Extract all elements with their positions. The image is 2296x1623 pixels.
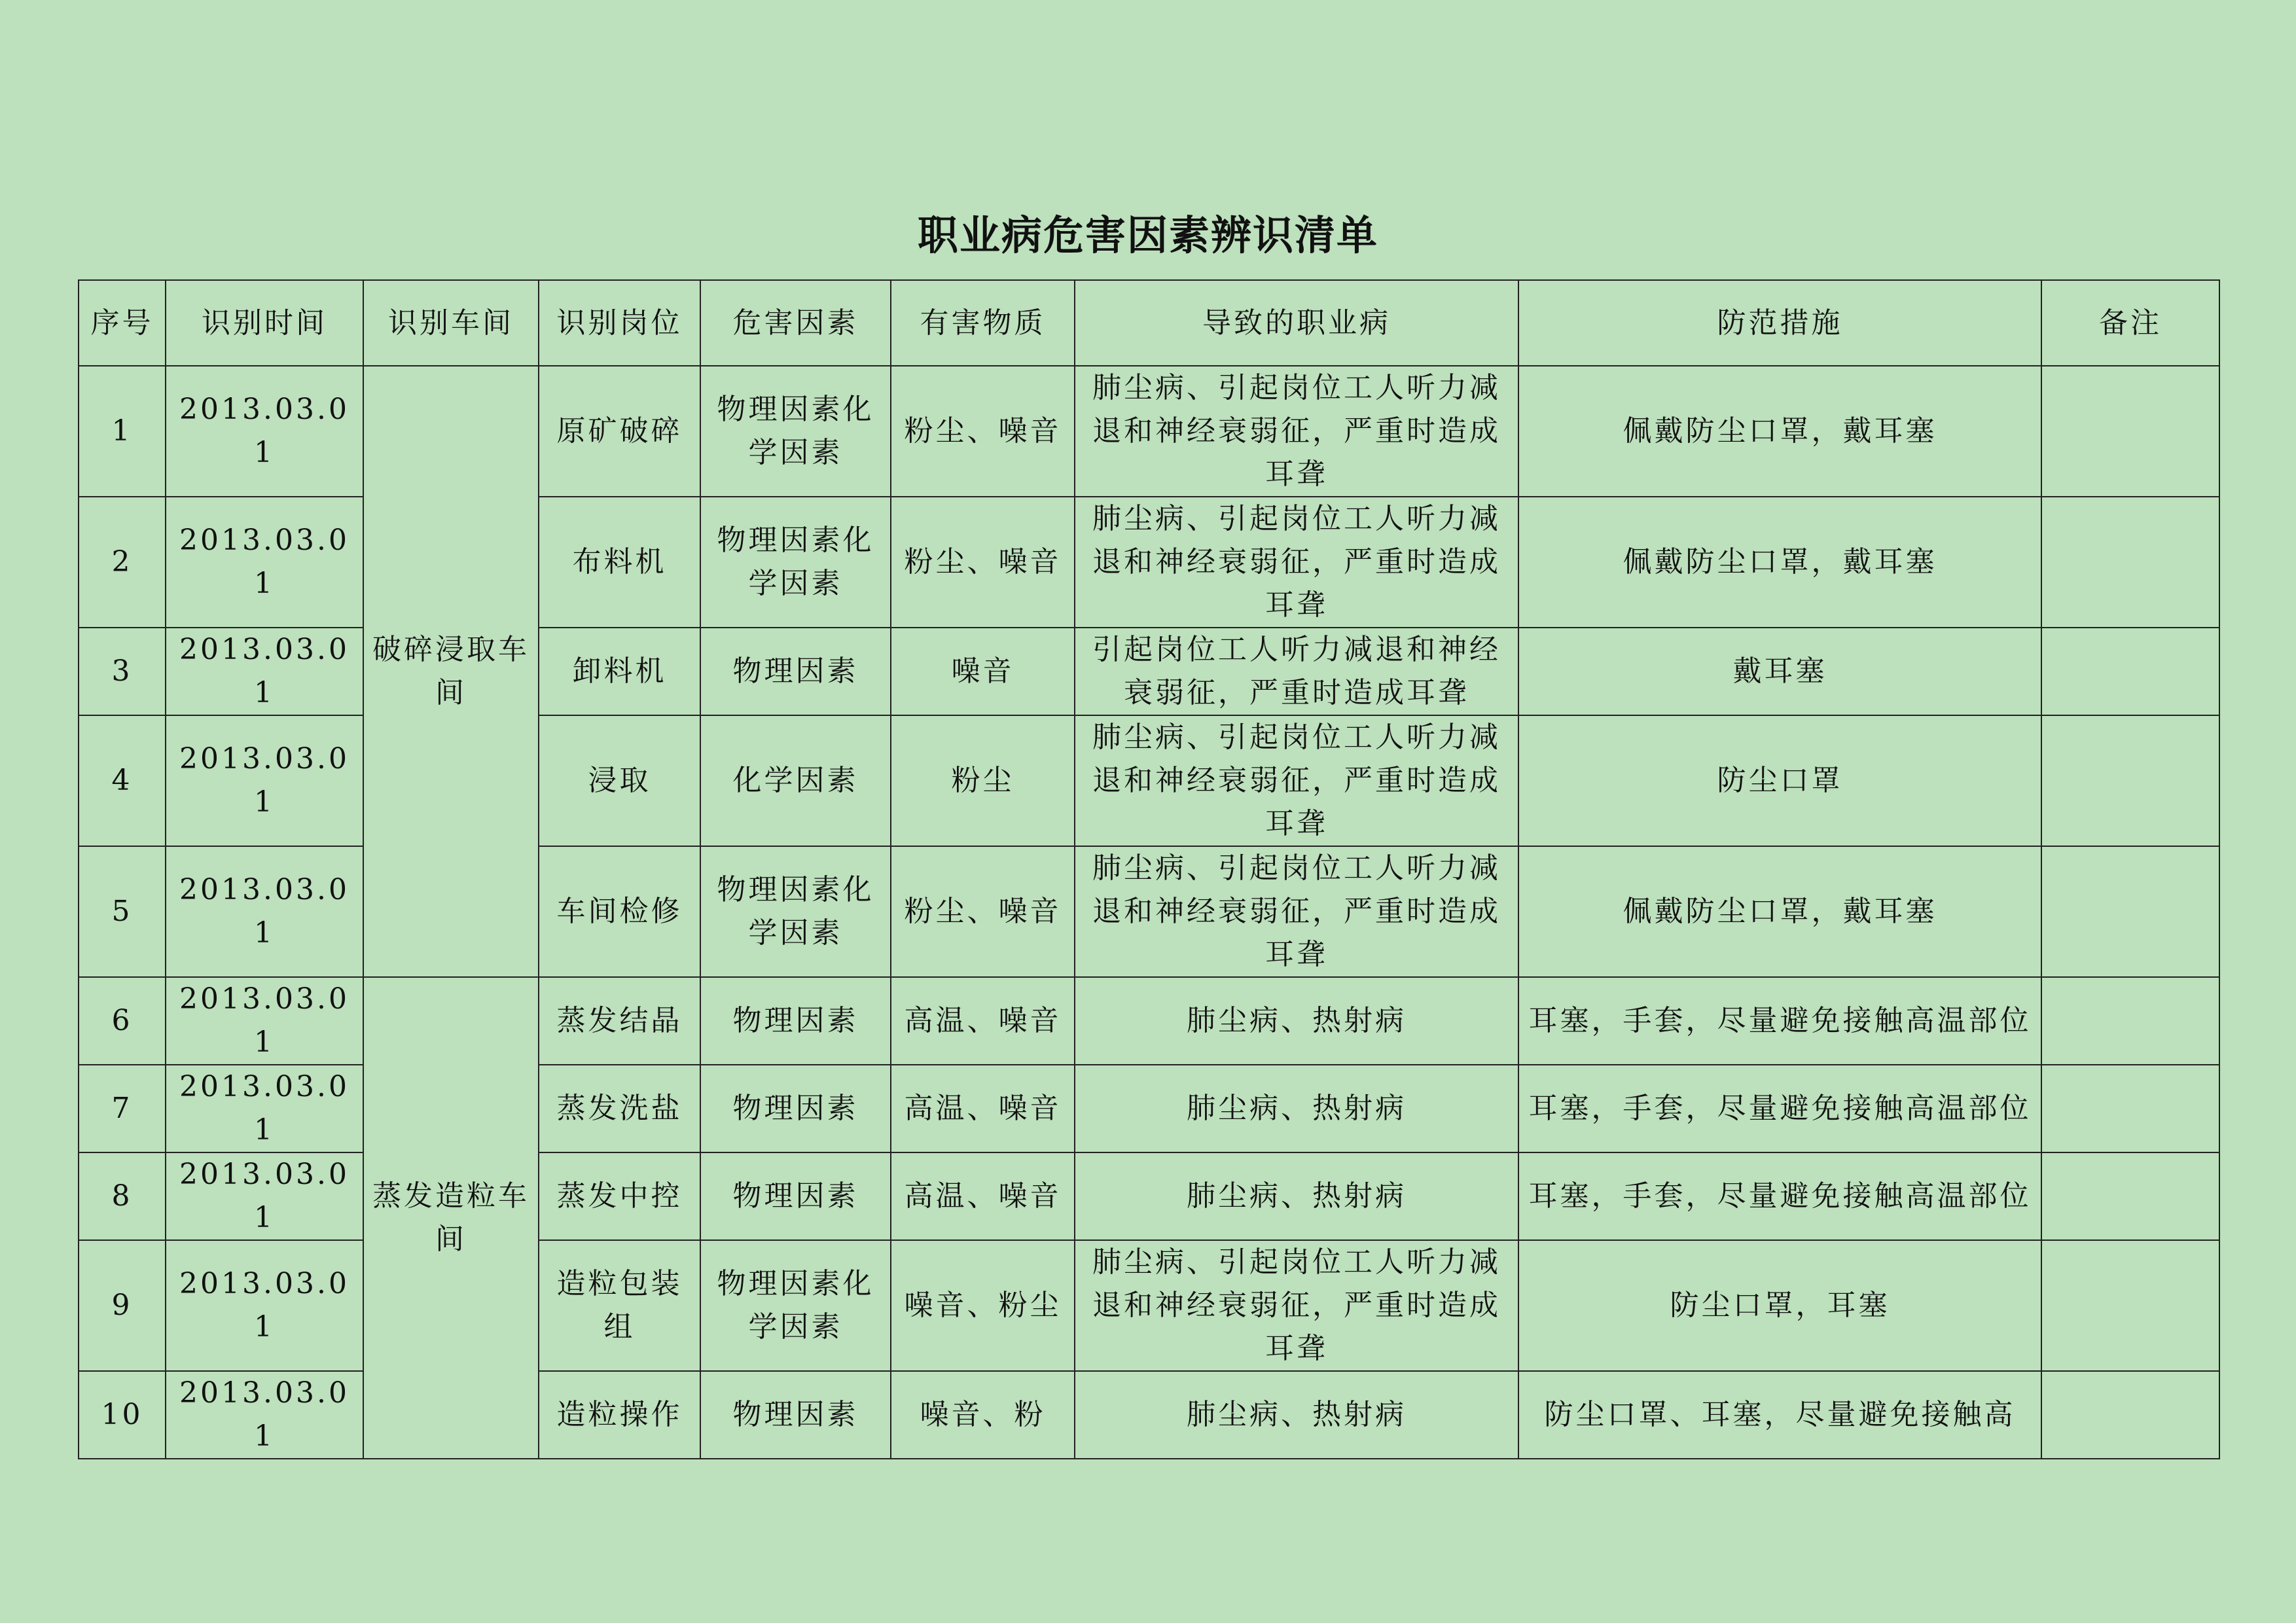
cell-factor: 物理因素 <box>700 1065 891 1152</box>
hazard-table <box>78 279 2220 1459</box>
header-measure: 防范措施 <box>1518 280 2041 366</box>
cell-disease: 肺尘病、引起岗位工人听力减退和神经衰弱征，严重时造成耳聋 <box>1075 366 1518 497</box>
cell-post: 造粒包装组 <box>539 1240 700 1371</box>
cell-post: 浸取 <box>539 715 700 846</box>
header-substance: 有害物质 <box>891 280 1075 366</box>
cell-substance: 高温、噪音 <box>891 1152 1075 1240</box>
cell-disease: 肺尘病、热射病 <box>1075 1065 1518 1152</box>
cell-disease: 肺尘病、引起岗位工人听力减退和神经衰弱征，严重时造成耳聋 <box>1075 715 1518 846</box>
cell-factor: 化学因素 <box>700 715 891 846</box>
cell-measure: 耳塞，手套，尽量避免接触高温部位 <box>1518 977 2041 1065</box>
cell-substance: 粉尘 <box>891 715 1075 846</box>
table-row <box>79 977 2219 1065</box>
cell-date: 2013.03.01 <box>166 977 363 1065</box>
cell-substance: 噪音、粉尘 <box>891 1240 1075 1371</box>
cell-substance: 粉尘、噪音 <box>891 846 1075 977</box>
cell-remark <box>2041 1152 2219 1240</box>
cell-remark <box>2041 1240 2219 1371</box>
header-disease: 导致的职业病 <box>1075 280 1518 366</box>
cell-remark <box>2041 366 2219 497</box>
cell-disease: 引起岗位工人听力减退和神经衰弱征，严重时造成耳聋 <box>1075 628 1518 715</box>
table-header-row <box>79 280 2219 366</box>
cell-post: 车间检修 <box>539 846 700 977</box>
cell-date: 2013.03.01 <box>166 715 363 846</box>
cell-post: 布料机 <box>539 497 700 628</box>
cell-seq: 5 <box>79 846 166 977</box>
cell-workshop: 破碎浸取车间 <box>363 366 539 977</box>
cell-measure: 佩戴防尘口罩，戴耳塞 <box>1518 497 2041 628</box>
cell-remark <box>2041 497 2219 628</box>
cell-post: 卸料机 <box>539 628 700 715</box>
cell-factor: 物理因素 <box>700 977 891 1065</box>
cell-seq: 8 <box>79 1152 166 1240</box>
cell-remark <box>2041 715 2219 846</box>
header-date: 识别时间 <box>166 280 363 366</box>
cell-date: 2013.03.01 <box>166 497 363 628</box>
cell-substance: 噪音、粉 <box>891 1371 1075 1459</box>
cell-factor: 物理因素化学因素 <box>700 497 891 628</box>
cell-substance: 粉尘、噪音 <box>891 497 1075 628</box>
cell-factor: 物理因素化学因素 <box>700 1240 891 1371</box>
cell-measure: 佩戴防尘口罩，戴耳塞 <box>1518 846 2041 977</box>
cell-remark <box>2041 1065 2219 1152</box>
cell-measure: 防尘口罩，耳塞 <box>1518 1240 2041 1371</box>
cell-substance: 噪音 <box>891 628 1075 715</box>
cell-date: 2013.03.01 <box>166 846 363 977</box>
cell-measure: 防尘口罩、耳塞，尽量避免接触高 <box>1518 1371 2041 1459</box>
cell-remark <box>2041 628 2219 715</box>
cell-factor: 物理因素 <box>700 1371 891 1459</box>
cell-seq: 3 <box>79 628 166 715</box>
cell-disease: 肺尘病、热射病 <box>1075 977 1518 1065</box>
cell-date: 2013.03.01 <box>166 1152 363 1240</box>
cell-factor: 物理因素化学因素 <box>700 366 891 497</box>
cell-date: 2013.03.01 <box>166 366 363 497</box>
header-seq: 序号 <box>79 280 166 366</box>
cell-date: 2013.03.01 <box>166 1371 363 1459</box>
cell-post: 蒸发洗盐 <box>539 1065 700 1152</box>
cell-seq: 4 <box>79 715 166 846</box>
cell-factor: 物理因素化学因素 <box>700 846 891 977</box>
page-title: 职业病危害因素辨识清单 <box>917 211 1378 259</box>
header-factor: 危害因素 <box>700 280 891 366</box>
cell-seq: 2 <box>79 497 166 628</box>
cell-measure: 防尘口罩 <box>1518 715 2041 846</box>
cell-measure: 戴耳塞 <box>1518 628 2041 715</box>
cell-seq: 7 <box>79 1065 166 1152</box>
cell-date: 2013.03.01 <box>166 1065 363 1152</box>
cell-seq: 6 <box>79 977 166 1065</box>
header-workshop: 识别车间 <box>363 280 539 366</box>
cell-date: 2013.03.01 <box>166 1240 363 1371</box>
cell-measure: 耳塞，手套，尽量避免接触高温部位 <box>1518 1152 2041 1240</box>
cell-disease: 肺尘病、热射病 <box>1075 1152 1518 1240</box>
cell-post: 原矿破碎 <box>539 366 700 497</box>
cell-disease: 肺尘病、热射病 <box>1075 1371 1518 1459</box>
cell-disease: 肺尘病、引起岗位工人听力减退和神经衰弱征，严重时造成耳聋 <box>1075 497 1518 628</box>
cell-seq: 10 <box>79 1371 166 1459</box>
table-row <box>79 366 2219 497</box>
header-remark: 备注 <box>2041 280 2219 366</box>
cell-factor: 物理因素 <box>700 1152 891 1240</box>
cell-disease: 肺尘病、引起岗位工人听力减退和神经衰弱征，严重时造成耳聋 <box>1075 1240 1518 1371</box>
cell-remark <box>2041 977 2219 1065</box>
cell-substance: 高温、噪音 <box>891 1065 1075 1152</box>
cell-post: 蒸发中控 <box>539 1152 700 1240</box>
cell-factor: 物理因素 <box>700 628 891 715</box>
cell-measure: 佩戴防尘口罩，戴耳塞 <box>1518 366 2041 497</box>
cell-remark <box>2041 846 2219 977</box>
cell-substance: 高温、噪音 <box>891 977 1075 1065</box>
header-post: 识别岗位 <box>539 280 700 366</box>
cell-post: 造粒操作 <box>539 1371 700 1459</box>
cell-date: 2013.03.01 <box>166 628 363 715</box>
cell-remark <box>2041 1371 2219 1459</box>
cell-seq: 1 <box>79 366 166 497</box>
cell-disease: 肺尘病、引起岗位工人听力减退和神经衰弱征，严重时造成耳聋 <box>1075 846 1518 977</box>
cell-workshop: 蒸发造粒车间 <box>363 977 539 1459</box>
cell-seq: 9 <box>79 1240 166 1371</box>
cell-post: 蒸发结晶 <box>539 977 700 1065</box>
cell-substance: 粉尘、噪音 <box>891 366 1075 497</box>
cell-measure: 耳塞，手套，尽量避免接触高温部位 <box>1518 1065 2041 1152</box>
